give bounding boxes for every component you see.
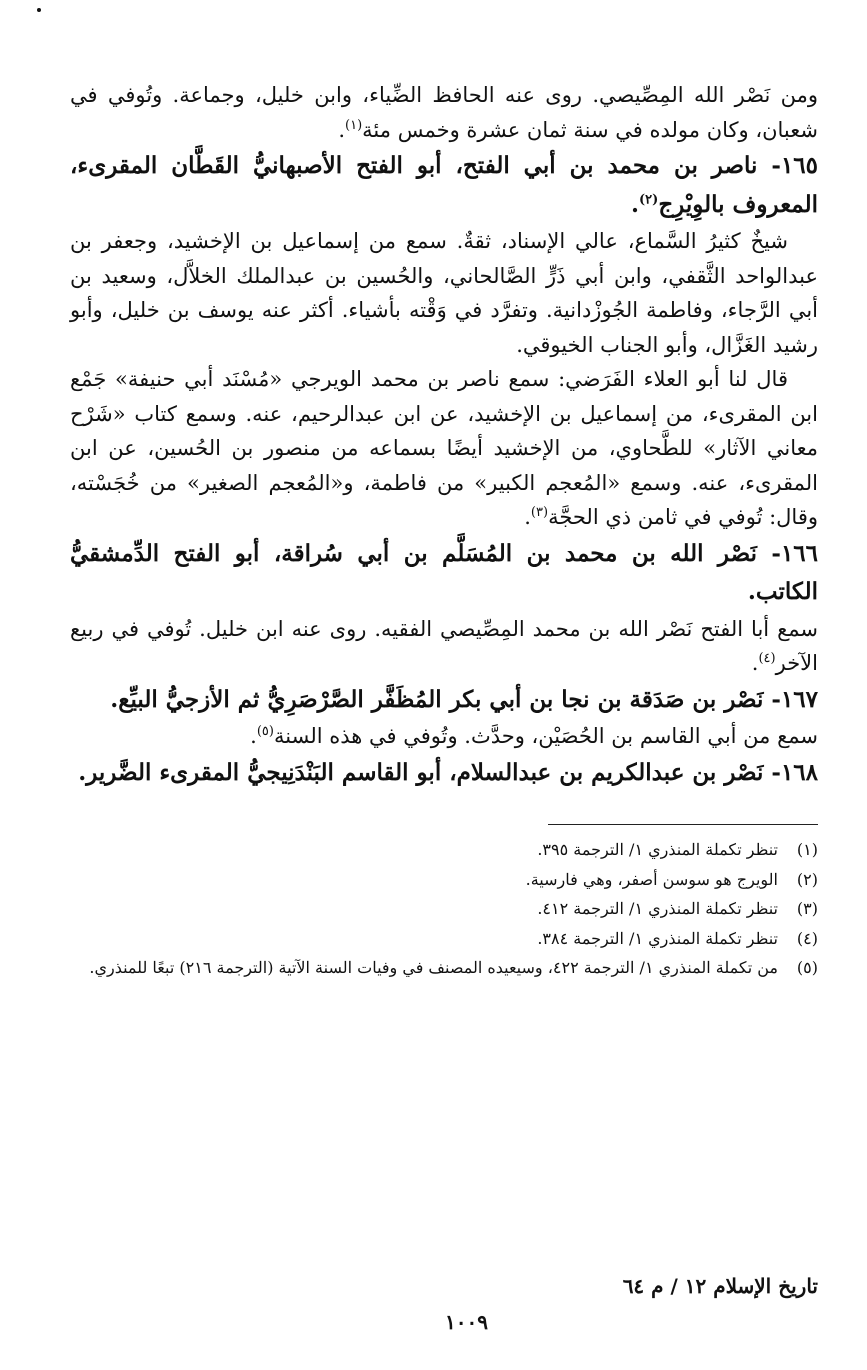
intro-text: ومن نَصْر الله المِصِّيصي. روى عنه الحافظ الضِّياء، وابن خليل، وجماعة. وتُوفي في شعبان، وكان مولده في سنة ثمان عشرة وخمس مئة [70, 83, 818, 142]
footnote-text: تنظر تكملة المنذري ١/ الترجمة ٣٩٥. [537, 840, 778, 859]
footnote-3 [70, 894, 818, 924]
footnote-number: (١) [796, 840, 818, 859]
footnotes [70, 835, 818, 983]
page-body [70, 78, 818, 983]
footnote-text: الويرج هو سوسن أصفر، وهي فارسية. [525, 869, 778, 889]
entry-166-text: سمع أبا الفتح نَصْر الله بن محمد المِصِّيصي الفقيه. روى عنه ابن خليل. تُوفي في ربيع الآخر [70, 616, 818, 675]
entry-167-paragraph: سمع من أبي القاسم بن الحُصَيْن، وحدَّث. وتُوفي في هذه السنة$^{(٥)}$. [250, 724, 818, 748]
footnote-4 [70, 924, 818, 954]
entry-165-paragraph-2-text: قال لنا أبو العلاء الفَرَضي: سمع ناصر بن محمد الويرجي «مُسْنَد أبي حنيفة» جَمْع ابن المقرىء، من إسماعيل بن الإخشيد، عن ابن عبدالرحيم، عنه. وسمع كتاب «شَرْح معاني الآثار» للطَّحاوي، من الإخشيد أيضًا بسماعه من منصور بن الحُسين، عن ابن المقرىء، عنه. وسمع «المُعجم الكبير» من فاطمة، و«المُعجم الصغير» من خُجَسْته، وقال: تُوفي في ثامن ذي الحجَّة [70, 367, 818, 529]
footnote-text: من تكملة المنذري ١/ الترجمة ٤٢٢، وسيعيده المصنف في وفيات السنة الآتية (الترجمة ٢١٦) تبعًا للمنذري. [89, 958, 778, 977]
footnote-number: (٤) [796, 928, 818, 948]
entry-168-heading: ١٦٨- نَصْر بن عبدالكريم بن عبدالسلام، أبو القاسم البَنْدَنِيجيُّ المقرىء الضَّرير. [78, 758, 818, 786]
footnote-1 [70, 835, 818, 865]
footnote-ref: (٢) [639, 191, 659, 207]
footnote-number: (٥) [796, 958, 818, 977]
footnote-number: (٢) [796, 869, 818, 889]
entry-165-paragraph-2: قال لنا أبو العلاء الفَرَضي: سمع ناصر بن محمد الويرجي «مُسْنَد أبي حنيفة» جَمْع ابن المقرىء، من إسماعيل بن الإخشيد، عن ابن عبدالرحيم، عنه. وسمع كتاب «شَرْح معاني الآثار» للطَّحاوي، من الإخشيد أيضًا بسماعه من منصور بن الحُسين، عن ابن المقرىء، عنه. وسمع «المُعجم الكبير» من فاطمة، و«المُعجم الصغير» من خُجَسْته، وقال: تُوفي في ثامن ذي الحجَّة$^{(٣)}$. [70, 367, 818, 529]
footnote-2 [70, 865, 818, 895]
footnote-ref: (١) [345, 117, 363, 133]
page-footer [70, 1274, 818, 1334]
entry-165-paragraph-1: شيخٌ كثيرُ السَّماع، عالي الإسناد، ثقةٌ. سمع من إسماعيل بن الإخشيد، وجعفر بن عبدالواحد الثَّقفي، وابن أبي ذَرٍّ الصَّالحاني، والحُسين بن عبدالملك الخلاَّل، وسعيد بن أبي الرَّجاء، وفاطمة الجُوزْدانية. وتفرَّد في وَقْته بأشياء. أكثر عنه يوسف بن خليل، وأبو رشيد الغَزَّال، وأبو الجناب الخيوقي. [70, 229, 818, 357]
entry-166-heading: ١٦٦- نَصْر الله بن محمد بن المُسَلَّم بن أبي سُراقة، أبو الفتح الدِّمشقيُّ الكاتب. [70, 539, 818, 605]
page-mark [37, 8, 41, 12]
footnote-5 [70, 953, 818, 983]
footnote-number: (٣) [796, 899, 818, 918]
entry-165-title: ١٦٥- ناصر بن محمد بن أبي الفتح، أبو الفتح الأصبهانيُّ القَطَّان المقرىء، المعروف بالوِيْرِج [70, 152, 818, 218]
footnote-text: تنظر تكملة المنذري ١/ الترجمة ٤١٢. [537, 899, 778, 918]
entry-165-heading: ١٦٥- ناصر بن محمد بن أبي الفتح، أبو الفتح الأصبهانيُّ القَطَّان المقرىء، المعروف بالوِيْرِج$^{(٢)}$. [70, 152, 818, 218]
footnote-divider [548, 824, 818, 825]
intro-paragraph: ومن نَصْر الله المِصِّيصي. روى عنه الحافظ الضِّياء، وابن خليل، وجماعة. وتُوفي في شعبان، وكان مولده في سنة ثمان عشرة وخمس مئة$^{(١)}$. [70, 83, 818, 142]
page-number: ١٠٠٩ [445, 1310, 488, 1334]
entry-167-heading: ١٦٧- نَصْر بن صَدَقة بن نجا بن أبي بكر المُظَفَّر الصَّرْصَرِيُّ ثم الأزجيُّ البيِّع. [110, 685, 818, 713]
footnote-ref: (٣) [530, 505, 549, 520]
entry-167-text: سمع من أبي القاسم بن الحُصَيْن، وحدَّث. وتُوفي في هذه السنة [273, 724, 818, 748]
entry-166-paragraph: سمع أبا الفتح نَصْر الله بن محمد المِصِّيصي الفقيه. روى عنه ابن خليل. تُوفي في ربيع الآخر$^{(٤)}$. [70, 616, 818, 675]
footnote-ref: (٥) [256, 724, 274, 739]
footnote-ref: (٤) [758, 651, 776, 666]
footnote-text: تنظر تكملة المنذري ١/ الترجمة ٣٨٤. [537, 928, 778, 948]
book-signature: تاريخ الإسلام ١٢ / م ٦٤ [622, 1274, 818, 1298]
